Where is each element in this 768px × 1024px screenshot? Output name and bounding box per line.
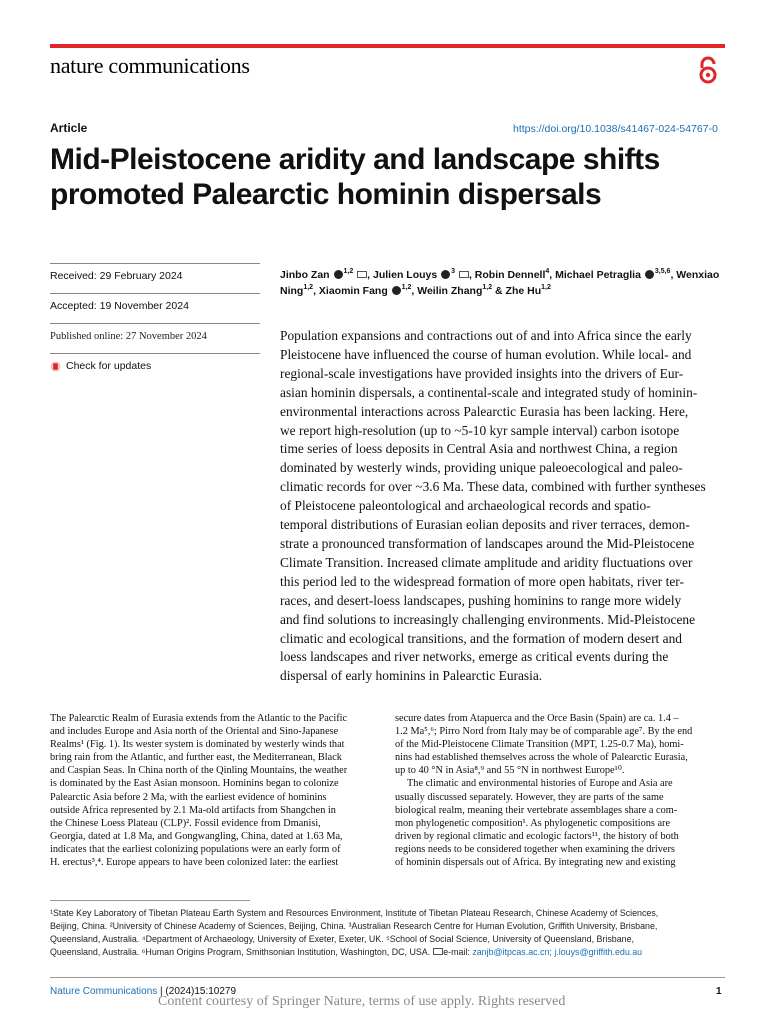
article-type: Article <box>50 121 88 135</box>
abstract-line: we report high-resolution (up to ~5-10 kyr sample interval) carbon isotope <box>280 422 680 438</box>
body-line: and includes Europe and Asia north of the Oriental and Sino-Japanese <box>50 726 339 738</box>
abstract-line: time series of loess deposits in Central Asia and northwest China, a region <box>280 441 678 457</box>
author-name[interactable]: Jinbo Zan <box>280 269 330 281</box>
author-name[interactable]: Robin Dennell <box>474 269 546 281</box>
body-line: Georgia, dated at 1.8 Ma, and Gongwangling, China, dated at 1.63 Ma, <box>50 830 343 842</box>
body-line: H. erectus³,⁴. Europe appears to have been colonized later: the earliest <box>50 857 339 869</box>
abstract-line: Pleistocene have influenced the course of human evolution. While local- and <box>280 346 692 362</box>
affiliation-ref: 1,2 <box>541 284 551 291</box>
author-list: Jinbo Zan $^{1,2}$ , Julien Louys $^3$ , Robin Dennell$^4$, Michael Petraglia $^{3,5,6}$, Wenxiao Ning$^{1,2}$, Xiaomin Fang $^{1,2}$, Weilin Zhang$^{1,2}$ & Zhe Hu$^{1,2}$ <box>280 268 720 297</box>
body-line: The Palearctic Realm of Eurasia extends from the Atlantic to the Pacific <box>50 713 348 724</box>
email-icon[interactable] <box>459 271 469 278</box>
affiliation-ref: 3,5,6 <box>654 268 671 275</box>
footer-divider <box>50 977 725 978</box>
header-accent-bar <box>50 44 725 48</box>
orcid-icon[interactable] <box>392 286 401 295</box>
abstract-line: dispersal of early hominins in Palearctic Eurasia. <box>280 668 543 684</box>
body-line: Realms¹ (Fig. 1). Its wester system is dominated by westerly winds that <box>50 739 345 751</box>
affiliation-ref: 1,2 <box>482 284 493 291</box>
body-line: nins had established themselves across the whole of Palearctic Eurasia, <box>395 752 688 764</box>
journal-name: nature communications <box>50 53 250 78</box>
abstract-line: races, and desert-loess landscapes, pushing hominins to range more widely <box>280 592 682 608</box>
abstract <box>280 327 725 686</box>
email-icon[interactable] <box>357 271 367 278</box>
body-line: driven by regional climatic and ecologic factors¹¹, the history of both <box>395 830 679 842</box>
author-name[interactable]: Michael Petraglia <box>555 269 641 281</box>
body-line: The climatic and environmental histories of Europe and Asia are <box>407 778 673 790</box>
affiliation-line: Beijing, China. ²University of Chinese Academy of Sciences, Beijing, China. ³Australian Research Centre for Human Evolution, Griffith University, Brisbane, <box>50 921 658 932</box>
body-line: of hominin dispersals out of Africa. By integrating new and existing <box>395 857 676 869</box>
orcid-icon[interactable] <box>441 270 450 279</box>
body-line: regions needs to be considered together when examining the drivers <box>395 843 675 855</box>
article-title <box>50 142 740 212</box>
affiliation-ref: 4 <box>545 268 550 275</box>
orcid-icon[interactable] <box>645 270 654 279</box>
abstract-line: and find solutions to increasingly challenging environments. Mid-Pleistocene <box>280 611 696 627</box>
body-line: secure dates from Atapuerca and the Orce Basin (Spain) are ca. 1.4 – <box>395 713 679 724</box>
footer-volume: | (2024)15:10279 <box>160 986 237 997</box>
received-date: Received: 29 February 2024 <box>50 263 260 293</box>
abstract-line: dominated by westerly winds, providing unique paleoecological and paleo- <box>280 460 683 476</box>
affiliation-ref: 1,2 <box>303 284 314 291</box>
body-line: indicates that the earliest colonizing populations were an early form of <box>50 843 341 855</box>
title-line: Mid-Pleistocene aridity and landscape shifts <box>50 143 660 176</box>
body-line: is dominated by the East Asian monsoon. Hominins began to colonize <box>50 778 339 790</box>
published-date: Published online: 27 November 2024 <box>50 323 260 353</box>
affiliations <box>50 907 730 959</box>
email-links[interactable]: zanjb@itpcas.ac.cn; j.louys@griffith.edu.au <box>472 947 643 958</box>
footer-journal[interactable]: Nature Communications <box>50 986 158 997</box>
body-line: outside Africa represented by 2.1 Ma-old artifacts from Shangchen in <box>50 804 336 816</box>
body-line: Palearctic Asia before 2 Ma, with the earliest evidence of hominins <box>50 791 327 803</box>
courtesy-watermark: Content courtesy of Springer Nature, terms of use apply. Rights reserved <box>158 994 566 1009</box>
article-dates <box>50 263 260 373</box>
check-updates-label: Check for updates <box>66 360 152 372</box>
title-line: promoted Palearctic hominin dispersals <box>50 178 602 211</box>
body-line: up to 40 °N in Asia⁸,⁹ and 55 °N in northwest Europe¹⁰. <box>395 765 625 777</box>
body-text-left <box>50 712 383 869</box>
author-name[interactable]: Xiaomin Fang <box>318 285 388 297</box>
affiliation-line: Queensland, Australia. ⁶Human Origins Program, Smithsonian Institution, Washington, DC, USA. <box>50 947 431 958</box>
abstract-line: climatic and ecological transitions, and the formation of modern desert and <box>280 630 682 646</box>
author-name[interactable]: Weilin Zhang <box>417 285 483 297</box>
affiliation-ref: 3 <box>451 268 456 275</box>
abstract-line: Climate Transition. Increased climate amplitude and aridity fluctuations over <box>280 554 693 570</box>
affiliation-line: ¹State Key Laboratory of Tibetan Plateau Earth System and Resources Environment, Institute of Tibetan Plateau Research, Chinese Academy of Sciences, <box>50 908 659 918</box>
body-line: and Caspian Seas. In China north of the Qinling Mountains, the weather <box>50 765 348 777</box>
abstract-line: temporal distributions of Eurasian eolian deposits and river terraces, demon- <box>280 517 690 533</box>
abstract-line: climatic records for over ~3.6 Ma. These data, combined with further syntheses <box>280 479 706 495</box>
open-access-icon[interactable] <box>697 55 719 85</box>
author-name[interactable]: Wenxiao Ning <box>280 269 720 297</box>
email-icon <box>433 948 443 955</box>
affiliation-ref: 1,2 <box>343 268 354 275</box>
abstract-line: regional-scale investigations have provided insights into the drivers of Eur- <box>280 365 684 381</box>
abstract-line: loess landscapes and river networks, emerge as critical events during the <box>280 649 669 665</box>
affiliation-line: Queensland, Australia. ⁴Department of Archaeology, University of Exeter, Exeter, UK. ⁵School of Social Science, University of Queensland, Brisbane, <box>50 934 635 945</box>
affiliations-divider <box>50 900 250 901</box>
body-line: the Chinese Loess Plateau (CLP)². Fossil evidence from Dmanisi, <box>50 817 321 829</box>
accepted-date: Accepted: 19 November 2024 <box>50 293 260 323</box>
body-line: biological realm, meaning their vertebrate assemblages share a com- <box>395 804 678 816</box>
affiliation-ref: 1,2 <box>401 284 412 291</box>
abstract-line: strate a pronounced transformation of landscapes around the Mid-Pleistocene <box>280 535 695 551</box>
body-line: mon phylogenetic composition¹. As phylogenetic compositions are <box>395 817 671 829</box>
orcid-icon[interactable] <box>334 270 343 279</box>
body-line: bring rain from the Atlantic, and further east, the Mediterranean, Black <box>50 752 342 764</box>
check-updates-button[interactable] <box>50 353 260 373</box>
body-text-right <box>395 712 728 869</box>
doi-link[interactable]: https://doi.org/10.1038/s41467-024-54767-0 <box>513 123 718 135</box>
abstract-line: Population expansions and contractions out of and into Africa since the early <box>280 328 692 343</box>
body-line: of the Mid-Pleistocene Climate Transition (MPT, 1.25-0.7 Ma), homi- <box>395 739 684 751</box>
page-number: 1 <box>716 986 722 997</box>
abstract-line: environmental interactions across Palearctic Eurasia has been lacking. Here, <box>280 403 689 419</box>
email-label: e-mail: <box>443 947 470 958</box>
author-name[interactable]: Zhe Hu <box>505 285 542 297</box>
abstract-line: this period led to the widespread formation of more open habitats, river ter- <box>280 573 684 589</box>
author-name[interactable]: Julien Louys <box>373 269 438 281</box>
body-line: usually discussed separately. However, they are parts of the same <box>395 791 664 803</box>
check-updates-icon <box>50 361 61 372</box>
body-line: 1.2 Ma⁵,⁶; Pirro Nord from Italy may be of comparable age⁷. By the end <box>395 726 693 738</box>
abstract-line: of Pleistocene paleontological and archaeological records and spatio- <box>280 498 651 514</box>
abstract-line: asian hominin dispersals, a continental-scale and integrated study of hominin- <box>280 384 698 400</box>
email-group <box>430 947 642 957</box>
